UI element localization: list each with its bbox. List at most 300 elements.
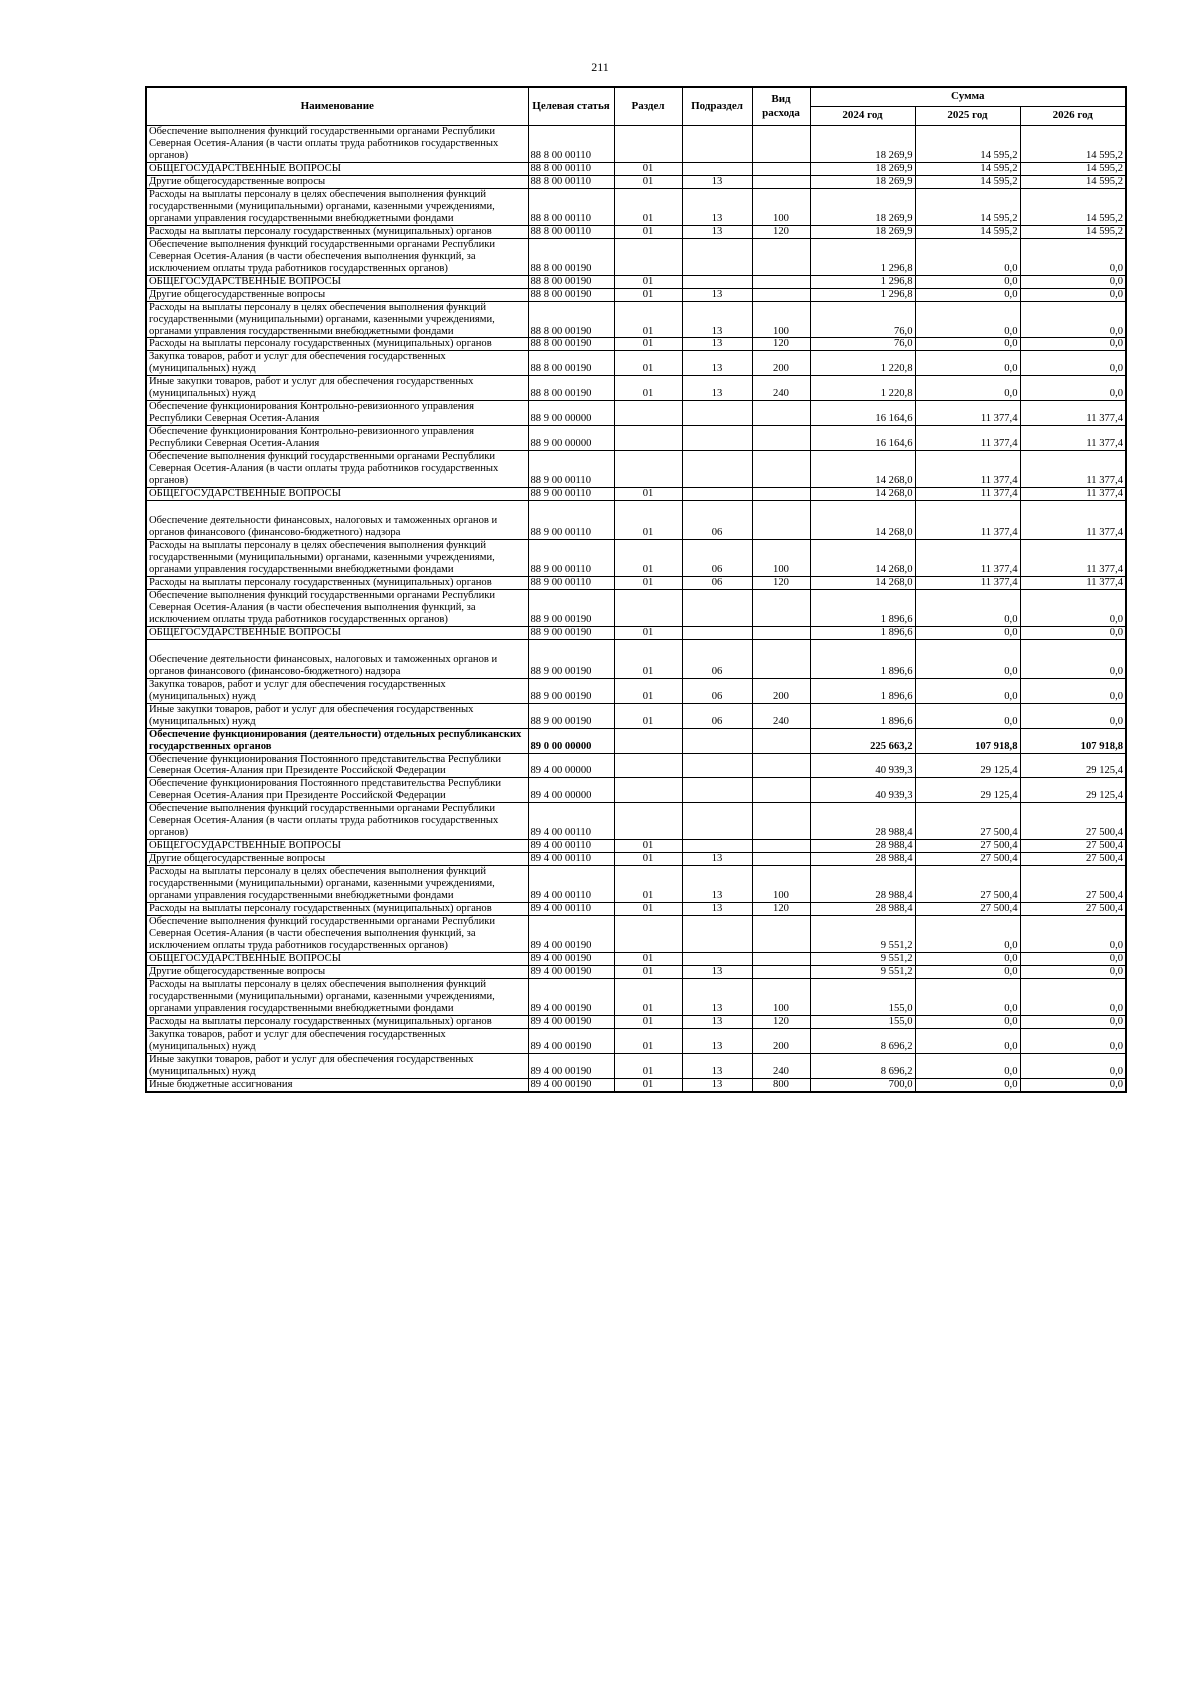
cell-section: 01 [614,225,682,238]
cell-amount-2026: 11 377,4 [1020,426,1126,451]
cell-subsection [682,840,752,853]
cell-amount-2026: 0,0 [1020,376,1126,401]
cell-target-code: 89 4 00 00190 [528,916,614,953]
cell-amount-2025: 0,0 [915,238,1020,275]
cell-section: 01 [614,866,682,903]
cell-amount-2025: 107 918,8 [915,728,1020,753]
cell-amount-2025: 29 125,4 [915,778,1020,803]
cell-subsection: 13 [682,1078,752,1091]
cell-subsection [682,589,752,626]
cell-amount-2025: 14 595,2 [915,225,1020,238]
cell-amount-2024: 1 296,8 [810,275,915,288]
cell-amount-2026: 0,0 [1020,626,1126,639]
cell-name: Обеспечение функционирования Контрольно-ревизионного управления Республики Северная Осетия-Алания [146,426,528,451]
cell-section [614,728,682,753]
cell-section: 01 [614,965,682,978]
cell-target-code: 88 8 00 00110 [528,225,614,238]
cell-expense-type [752,162,810,175]
cell-target-code: 88 8 00 00190 [528,288,614,301]
table-row [146,501,1126,540]
cell-amount-2024: 18 269,9 [810,188,915,225]
cell-amount-2026: 27 500,4 [1020,853,1126,866]
cell-amount-2025: 0,0 [915,338,1020,351]
cell-amount-2025: 14 595,2 [915,175,1020,188]
cell-target-code: 89 4 00 00190 [528,965,614,978]
cell-amount-2026: 0,0 [1020,1028,1126,1053]
cell-expense-type: 200 [752,678,810,703]
cell-amount-2026: 11 377,4 [1020,501,1126,540]
cell-expense-type: 240 [752,376,810,401]
cell-amount-2025: 0,0 [915,678,1020,703]
cell-target-code: 89 4 00 00190 [528,953,614,966]
cell-section: 01 [614,903,682,916]
cell-section: 01 [614,376,682,401]
cell-amount-2026: 0,0 [1020,351,1126,376]
cell-section [614,803,682,840]
cell-target-code: 89 4 00 00000 [528,778,614,803]
cell-amount-2025: 0,0 [915,639,1020,678]
cell-expense-type [752,488,810,501]
cell-section: 01 [614,175,682,188]
cell-subsection [682,803,752,840]
cell-amount-2024: 28 988,4 [810,853,915,866]
cell-target-code: 89 4 00 00190 [528,1028,614,1053]
cell-subsection: 13 [682,188,752,225]
cell-section [614,401,682,426]
cell-subsection: 13 [682,225,752,238]
cell-amount-2024: 1 896,6 [810,589,915,626]
table-row [146,916,1126,953]
cell-subsection [682,626,752,639]
cell-expense-type: 100 [752,866,810,903]
cell-amount-2026: 0,0 [1020,338,1126,351]
cell-amount-2026: 0,0 [1020,288,1126,301]
cell-amount-2025: 0,0 [915,589,1020,626]
cell-amount-2026: 11 377,4 [1020,488,1126,501]
cell-amount-2026: 11 377,4 [1020,540,1126,577]
cell-name: Иные закупки товаров, работ и услуг для обеспечения государственных (муниципальных) нужд [146,376,528,401]
table-row [146,401,1126,426]
cell-expense-type: 800 [752,1078,810,1091]
table-row [146,175,1126,188]
cell-name: Расходы на выплаты персоналу государственных (муниципальных) органов [146,1015,528,1028]
cell-section: 01 [614,301,682,338]
cell-amount-2025: 14 595,2 [915,188,1020,225]
cell-amount-2024: 1 220,8 [810,376,915,401]
cell-subsection: 13 [682,376,752,401]
cell-amount-2024: 1 896,6 [810,639,915,678]
cell-name: Обеспечение деятельности финансовых, налоговых и таможенных органов и органов финансового (финансово-бюджетного) надзора [146,501,528,540]
cell-amount-2025: 0,0 [915,626,1020,639]
cell-expense-type: 120 [752,576,810,589]
header-expense-type: Вид расхода [752,87,810,126]
cell-expense-type [752,175,810,188]
cell-name: Закупка товаров, работ и услуг для обеспечения государственных (муниципальных) нужд [146,351,528,376]
table-row [146,1015,1126,1028]
cell-section: 01 [614,162,682,175]
cell-name: Обеспечение функционирования (деятельности) отдельных республиканских государственных органов [146,728,528,753]
cell-section [614,238,682,275]
cell-amount-2024: 9 551,2 [810,953,915,966]
cell-amount-2026: 0,0 [1020,978,1126,1015]
cell-name: Обеспечение функционирования Постоянного представительства Республики Северная Осетия-Алания при Президенте Российской Федерации [146,778,528,803]
cell-expense-type [752,728,810,753]
table-row [146,426,1126,451]
cell-section [614,126,682,163]
cell-subsection: 13 [682,1028,752,1053]
cell-name: Расходы на выплаты персоналу в целях обеспечения выполнения функций государственными (муниципальными) органами, казенными учреждениями, органами управления государственными внебюджетными фондами [146,188,528,225]
cell-expense-type [752,953,810,966]
cell-expense-type [752,238,810,275]
cell-target-code: 89 4 00 00110 [528,903,614,916]
cell-amount-2024: 16 164,6 [810,401,915,426]
cell-subsection [682,401,752,426]
cell-amount-2024: 28 988,4 [810,903,915,916]
cell-name: Расходы на выплаты персоналу государственных (муниципальных) органов [146,576,528,589]
table-row [146,978,1126,1015]
table-row [146,162,1126,175]
cell-subsection: 13 [682,853,752,866]
table-row [146,903,1126,916]
table-row [146,703,1126,728]
cell-expense-type [752,275,810,288]
cell-amount-2024: 9 551,2 [810,965,915,978]
cell-expense-type [752,288,810,301]
table-row [146,778,1126,803]
cell-target-code: 88 8 00 00190 [528,238,614,275]
cell-expense-type [752,451,810,488]
cell-section [614,778,682,803]
cell-section: 01 [614,188,682,225]
cell-expense-type: 100 [752,188,810,225]
cell-subsection [682,426,752,451]
cell-expense-type [752,840,810,853]
cell-amount-2025: 0,0 [915,1015,1020,1028]
cell-amount-2025: 0,0 [915,703,1020,728]
cell-amount-2026: 11 377,4 [1020,451,1126,488]
cell-expense-type: 240 [752,703,810,728]
cell-amount-2025: 11 377,4 [915,576,1020,589]
cell-amount-2024: 76,0 [810,338,915,351]
cell-amount-2026: 27 500,4 [1020,903,1126,916]
cell-section: 01 [614,853,682,866]
cell-section [614,753,682,778]
cell-section: 01 [614,576,682,589]
cell-amount-2024: 155,0 [810,978,915,1015]
cell-amount-2024: 14 268,0 [810,540,915,577]
cell-amount-2025: 27 500,4 [915,853,1020,866]
cell-target-code: 89 4 00 00190 [528,978,614,1015]
cell-subsection: 13 [682,175,752,188]
cell-amount-2026: 11 377,4 [1020,576,1126,589]
cell-amount-2026: 0,0 [1020,916,1126,953]
cell-expense-type [752,639,810,678]
table-row [146,753,1126,778]
cell-subsection: 13 [682,301,752,338]
cell-name: ОБЩЕГОСУДАРСТВЕННЫЕ ВОПРОСЫ [146,162,528,175]
cell-expense-type: 120 [752,903,810,916]
cell-section: 01 [614,703,682,728]
cell-name: Иные закупки товаров, работ и услуг для обеспечения государственных (муниципальных) нужд [146,1053,528,1078]
cell-expense-type: 200 [752,1028,810,1053]
cell-name: Обеспечение выполнения функций государственными органами Республики Северная Осетия-Алания (в части обеспечения выполнения функций, за исключением оплаты труда работников государственных органов) [146,916,528,953]
table-row [146,639,1126,678]
cell-subsection: 13 [682,866,752,903]
cell-section: 01 [614,1015,682,1028]
cell-expense-type: 100 [752,540,810,577]
table-row [146,275,1126,288]
cell-amount-2024: 14 268,0 [810,576,915,589]
cell-name: Обеспечение функционирования Контрольно-ревизионного управления Республики Северная Осетия-Алания [146,401,528,426]
cell-section: 01 [614,678,682,703]
cell-target-code: 88 8 00 00110 [528,162,614,175]
cell-target-code: 88 8 00 00190 [528,301,614,338]
cell-target-code: 88 9 00 00110 [528,576,614,589]
cell-amount-2024: 700,0 [810,1078,915,1091]
cell-amount-2025: 0,0 [915,275,1020,288]
cell-expense-type: 120 [752,1015,810,1028]
cell-name: Расходы на выплаты персоналу в целях обеспечения выполнения функций государственными (муниципальными) органами, казенными учреждениями, органами управления государственными внебюджетными фондами [146,866,528,903]
cell-name: Обеспечение функционирования Постоянного представительства Республики Северная Осетия-Алания при Президенте Российской Федерации [146,753,528,778]
cell-name: Иные закупки товаров, работ и услуг для обеспечения государственных (муниципальных) нужд [146,703,528,728]
cell-amount-2024: 1 220,8 [810,351,915,376]
cell-amount-2025: 11 377,4 [915,451,1020,488]
cell-expense-type: 200 [752,351,810,376]
cell-section: 01 [614,540,682,577]
table-row [146,965,1126,978]
cell-expense-type: 100 [752,301,810,338]
cell-section: 01 [614,978,682,1015]
cell-amount-2025: 0,0 [915,376,1020,401]
cell-expense-type: 100 [752,978,810,1015]
cell-target-code: 88 9 00 00190 [528,703,614,728]
cell-expense-type [752,501,810,540]
cell-amount-2024: 16 164,6 [810,426,915,451]
table-row [146,188,1126,225]
table-row [146,1078,1126,1091]
table-row [146,953,1126,966]
table-row [146,866,1126,903]
table-row [146,376,1126,401]
table-body [146,126,1126,1092]
cell-name: Закупка товаров, работ и услуг для обеспечения государственных (муниципальных) нужд [146,678,528,703]
cell-amount-2025: 11 377,4 [915,540,1020,577]
cell-amount-2026: 14 595,2 [1020,126,1126,163]
cell-subsection [682,728,752,753]
cell-expense-type [752,803,810,840]
cell-name: Расходы на выплаты персоналу в целях обеспечения выполнения функций государственными (муниципальными) органами, казенными учреждениями, органами управления государственными внебюджетными фондами [146,540,528,577]
cell-amount-2026: 0,0 [1020,1078,1126,1091]
table-row [146,451,1126,488]
cell-subsection: 13 [682,1053,752,1078]
cell-name: Закупка товаров, работ и услуг для обеспечения государственных (муниципальных) нужд [146,1028,528,1053]
cell-target-code: 88 9 00 00190 [528,678,614,703]
cell-amount-2024: 18 269,9 [810,162,915,175]
cell-subsection [682,953,752,966]
table-row [146,1053,1126,1078]
cell-amount-2024: 9 551,2 [810,916,915,953]
cell-amount-2024: 14 268,0 [810,451,915,488]
cell-name: Другие общегосударственные вопросы [146,853,528,866]
cell-section [614,589,682,626]
cell-section [614,451,682,488]
cell-expense-type [752,126,810,163]
table-row [146,238,1126,275]
cell-subsection [682,916,752,953]
cell-name: Расходы на выплаты персоналу в целях обеспечения выполнения функций государственными (муниципальными) органами, казенными учреждениями, органами управления государственными внебюджетными фондами [146,978,528,1015]
cell-target-code: 89 4 00 00190 [528,1015,614,1028]
cell-amount-2024: 155,0 [810,1015,915,1028]
header-subsection: Подраздел [682,87,752,126]
cell-amount-2025: 0,0 [915,978,1020,1015]
cell-amount-2025: 27 500,4 [915,903,1020,916]
cell-expense-type [752,626,810,639]
cell-amount-2025: 0,0 [915,1053,1020,1078]
cell-expense-type: 120 [752,338,810,351]
table-row [146,288,1126,301]
cell-name: Обеспечение выполнения функций государственными органами Республики Северная Осетия-Алания (в части обеспечения выполнения функций, за исключением оплаты труда работников государственных органов) [146,589,528,626]
cell-amount-2026: 29 125,4 [1020,753,1126,778]
cell-amount-2026: 0,0 [1020,678,1126,703]
cell-name: ОБЩЕГОСУДАРСТВЕННЫЕ ВОПРОСЫ [146,626,528,639]
cell-target-code: 88 9 00 00190 [528,589,614,626]
cell-amount-2025: 27 500,4 [915,840,1020,853]
cell-amount-2026: 0,0 [1020,1015,1126,1028]
cell-target-code: 89 4 00 00110 [528,803,614,840]
cell-amount-2024: 28 988,4 [810,803,915,840]
cell-subsection: 13 [682,288,752,301]
cell-section: 01 [614,840,682,853]
cell-target-code: 88 8 00 00190 [528,376,614,401]
cell-target-code: 89 4 00 00000 [528,753,614,778]
cell-section: 01 [614,1053,682,1078]
cell-expense-type [752,589,810,626]
cell-amount-2024: 1 296,8 [810,288,915,301]
cell-subsection: 13 [682,338,752,351]
cell-subsection [682,126,752,163]
cell-name: Обеспечение выполнения функций государственными органами Республики Северная Осетия-Алания (в части оплаты труда работников государственных органов) [146,803,528,840]
cell-amount-2025: 0,0 [915,301,1020,338]
cell-target-code: 88 9 00 00000 [528,401,614,426]
cell-subsection [682,753,752,778]
cell-subsection: 13 [682,978,752,1015]
header-sum: Сумма [810,87,1126,107]
cell-section [614,426,682,451]
cell-expense-type [752,965,810,978]
table-row [146,351,1126,376]
cell-name: Обеспечение выполнения функций государственными органами Республики Северная Осетия-Алания (в части оплаты труда работников государственных органов) [146,451,528,488]
table-row [146,225,1126,238]
cell-target-code: 88 8 00 00190 [528,338,614,351]
header-target: Целевая статья [528,87,614,126]
cell-amount-2025: 11 377,4 [915,401,1020,426]
cell-amount-2024: 8 696,2 [810,1028,915,1053]
cell-amount-2024: 225 663,2 [810,728,915,753]
table-header [146,87,1126,126]
cell-amount-2026: 0,0 [1020,1053,1126,1078]
table-row [146,540,1126,577]
cell-subsection: 06 [682,703,752,728]
table-row [146,626,1126,639]
cell-name: Обеспечение деятельности финансовых, налоговых и таможенных органов и органов финансового (финансово-бюджетного) надзора [146,639,528,678]
cell-amount-2025: 29 125,4 [915,753,1020,778]
cell-section: 01 [614,1078,682,1091]
cell-section: 01 [614,351,682,376]
cell-amount-2025: 27 500,4 [915,866,1020,903]
cell-name: ОБЩЕГОСУДАРСТВЕННЫЕ ВОПРОСЫ [146,488,528,501]
cell-name: Расходы на выплаты персоналу государственных (муниципальных) органов [146,225,528,238]
cell-amount-2026: 27 500,4 [1020,803,1126,840]
cell-target-code: 88 8 00 00190 [528,351,614,376]
cell-target-code: 88 8 00 00190 [528,275,614,288]
cell-amount-2024: 28 988,4 [810,866,915,903]
cell-amount-2025: 11 377,4 [915,501,1020,540]
cell-subsection: 06 [682,678,752,703]
cell-target-code: 88 9 00 00110 [528,501,614,540]
cell-amount-2024: 18 269,9 [810,225,915,238]
header-2026: 2026 год [1020,107,1126,126]
cell-amount-2024: 1 896,6 [810,703,915,728]
table-row [146,678,1126,703]
cell-amount-2026: 27 500,4 [1020,866,1126,903]
cell-amount-2025: 14 595,2 [915,126,1020,163]
cell-target-code: 89 0 00 00000 [528,728,614,753]
cell-target-code: 88 9 00 00110 [528,540,614,577]
cell-amount-2025: 11 377,4 [915,488,1020,501]
cell-expense-type [752,778,810,803]
cell-name: Другие общегосударственные вопросы [146,175,528,188]
cell-amount-2026: 0,0 [1020,965,1126,978]
cell-target-code: 89 4 00 00190 [528,1078,614,1091]
cell-name: ОБЩЕГОСУДАРСТВЕННЫЕ ВОПРОСЫ [146,840,528,853]
cell-subsection: 13 [682,351,752,376]
table-row [146,301,1126,338]
cell-amount-2025: 0,0 [915,351,1020,376]
cell-section: 01 [614,488,682,501]
table-row [146,576,1126,589]
cell-amount-2024: 14 268,0 [810,501,915,540]
table-row [146,589,1126,626]
cell-subsection [682,451,752,488]
cell-subsection: 06 [682,501,752,540]
table-row [146,728,1126,753]
cell-section: 01 [614,288,682,301]
cell-section: 01 [614,275,682,288]
table-row [146,126,1126,163]
cell-expense-type: 120 [752,225,810,238]
table-row [146,488,1126,501]
cell-amount-2024: 1 296,8 [810,238,915,275]
cell-amount-2025: 0,0 [915,288,1020,301]
cell-name: Расходы на выплаты персоналу государственных (муниципальных) органов [146,903,528,916]
cell-name: Другие общегосударственные вопросы [146,965,528,978]
cell-amount-2025: 0,0 [915,1078,1020,1091]
budget-table [145,86,1127,1093]
cell-amount-2025: 14 595,2 [915,162,1020,175]
cell-target-code: 89 4 00 00110 [528,866,614,903]
cell-amount-2024: 18 269,9 [810,175,915,188]
cell-amount-2025: 0,0 [915,953,1020,966]
table-row [146,338,1126,351]
header-name: Наименование [146,87,528,126]
cell-amount-2024: 40 939,3 [810,778,915,803]
cell-subsection: 06 [682,540,752,577]
cell-expense-type [752,426,810,451]
cell-section: 01 [614,953,682,966]
cell-amount-2025: 0,0 [915,1028,1020,1053]
cell-amount-2024: 28 988,4 [810,840,915,853]
cell-amount-2026: 14 595,2 [1020,162,1126,175]
